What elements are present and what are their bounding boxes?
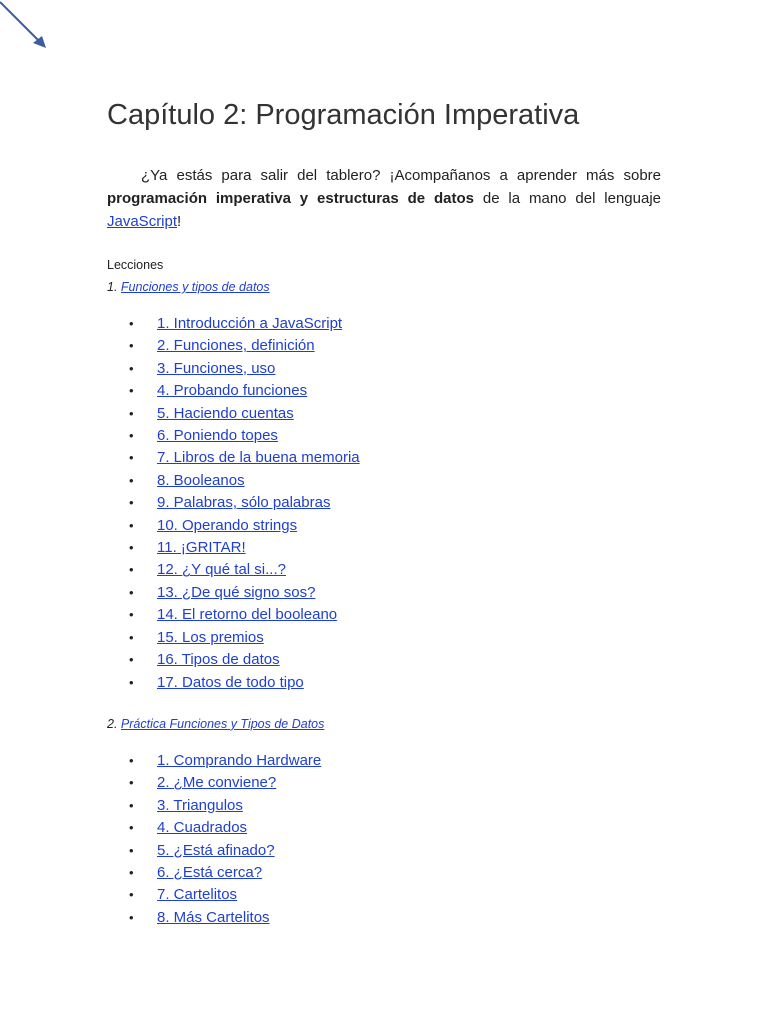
lesson-list-item	[107, 447, 661, 469]
bullet-icon: •	[129, 383, 134, 399]
bullet-icon: •	[129, 652, 134, 668]
lesson-list-item	[107, 604, 661, 626]
lesson-link[interactable]: 5. Haciendo cuentas	[157, 404, 294, 422]
lesson-link[interactable]: 8. Booleanos	[157, 471, 245, 489]
lesson-link[interactable]: 15. Los premios	[157, 628, 264, 646]
intro-paragraph	[107, 164, 661, 233]
lesson-link[interactable]: 4. Cuadrados	[157, 819, 248, 837]
lesson-list-item	[107, 582, 661, 604]
bullet-icon: •	[129, 316, 134, 331]
module-number: 1.	[107, 280, 118, 294]
bullet-icon: •	[129, 450, 134, 466]
lesson-list-item	[107, 750, 661, 772]
bullet-icon: •	[129, 775, 134, 791]
bullet-icon: •	[129, 338, 134, 354]
lesson-link[interactable]: 7. Cartelitos	[157, 886, 238, 904]
bullet-icon: •	[129, 495, 134, 511]
bullet-icon: •	[129, 517, 134, 533]
lesson-list-item	[107, 425, 661, 447]
arrow-down-right-icon	[0, 0, 60, 60]
lesson-list-item	[107, 862, 661, 884]
bullet-icon: •	[129, 674, 134, 690]
lessons-heading: Lecciones	[107, 258, 164, 272]
lesson-link[interactable]: 3. Triangulos	[157, 796, 243, 814]
lesson-link[interactable]: 5. ¿Está afinado?	[157, 841, 275, 859]
lesson-list-item	[107, 537, 661, 559]
lesson-list-item	[107, 313, 661, 335]
module-number: 2.	[107, 716, 118, 731]
module-heading-1	[107, 279, 661, 295]
lesson-link[interactable]: 16. Tipos de datos	[157, 651, 280, 669]
lesson-list-item	[107, 840, 661, 862]
lesson-link[interactable]: 7. Libros de la buena memoria	[157, 449, 360, 467]
bullet-icon: •	[129, 360, 134, 376]
lesson-list-item	[107, 335, 661, 357]
lesson-list-module-2	[107, 750, 661, 929]
module-link-practica[interactable]: Práctica Funciones y Tipos de Datos	[120, 716, 325, 731]
document-page	[107, 92, 661, 929]
bullet-icon: •	[129, 629, 134, 645]
bullet-icon: •	[129, 428, 134, 444]
lesson-link[interactable]: 1. Comprando Hardware	[157, 751, 322, 769]
javascript-link[interactable]: JavaScript	[107, 213, 178, 230]
lesson-link[interactable]: 2. Funciones, definición	[157, 337, 315, 355]
lesson-list-item	[107, 649, 661, 671]
bullet-icon: •	[129, 584, 134, 600]
lesson-link[interactable]: 1. Introducción a JavaScript	[157, 315, 343, 332]
bullet-icon: •	[129, 909, 134, 925]
lesson-list-item	[107, 627, 661, 649]
lesson-list-item	[107, 470, 661, 492]
lesson-list-item	[107, 795, 661, 817]
lesson-link[interactable]: 3. Funciones, uso	[157, 359, 276, 377]
lesson-list-item	[107, 403, 661, 425]
lesson-list-item	[107, 817, 661, 839]
intro-bold-topic: programación imperativa y estructuras de datos	[107, 190, 474, 207]
module-heading-2	[107, 716, 661, 732]
bullet-icon: •	[129, 562, 134, 578]
lesson-list-item	[107, 772, 661, 794]
lesson-list-item	[107, 380, 661, 402]
bullet-icon: •	[129, 752, 134, 768]
lesson-list-item	[107, 907, 661, 929]
lesson-list-item	[107, 492, 661, 514]
chapter-title: Capítulo 2: Programación Imperativa	[107, 99, 580, 131]
bullet-icon: •	[129, 887, 134, 903]
lesson-link[interactable]: 13. ¿De qué signo sos?	[157, 583, 316, 601]
lesson-link[interactable]: 6. ¿Está cerca?	[157, 863, 263, 881]
bullet-icon: •	[129, 820, 134, 836]
bullet-icon: •	[129, 797, 134, 813]
lesson-link[interactable]: 4. Probando funciones	[157, 382, 308, 400]
lesson-list-module-1	[107, 313, 661, 694]
bullet-icon: •	[129, 405, 134, 421]
lesson-link[interactable]: 17. Datos de todo tipo	[157, 673, 304, 691]
lesson-list-item	[107, 515, 661, 537]
bullet-icon: •	[129, 540, 134, 556]
lesson-link[interactable]: 8. Más Cartelitos	[157, 908, 270, 926]
lesson-link[interactable]: 10. Operando strings	[157, 516, 298, 534]
bullet-icon: •	[129, 864, 134, 880]
intro-text-before: ¿Ya estás para salir del tablero? ¡Acompañanos a aprender más sobre	[141, 167, 661, 184]
intro-text-middle: de la mano del lenguaje	[474, 190, 661, 207]
bullet-icon: •	[129, 472, 134, 488]
lesson-link[interactable]: 14. El retorno del booleano	[157, 606, 338, 624]
bullet-icon: •	[129, 842, 134, 858]
lesson-link[interactable]: 12. ¿Y qué tal si...?	[157, 561, 286, 579]
lesson-list-item	[107, 358, 661, 380]
module-link-funciones-tipos[interactable]: Funciones y tipos de datos	[120, 280, 270, 294]
lesson-link[interactable]: 11. ¡GRITAR!	[157, 539, 246, 557]
lesson-link[interactable]: 9. Palabras, sólo palabras	[157, 494, 331, 512]
bullet-icon: •	[129, 607, 134, 623]
lesson-list-item	[107, 672, 661, 694]
lesson-list-item	[107, 884, 661, 906]
lesson-list-item	[107, 559, 661, 581]
lesson-link[interactable]: 2. ¿Me conviene?	[157, 774, 277, 792]
intro-text-after: !	[177, 213, 182, 230]
lesson-link[interactable]: 6. Poniendo topes	[157, 427, 278, 445]
